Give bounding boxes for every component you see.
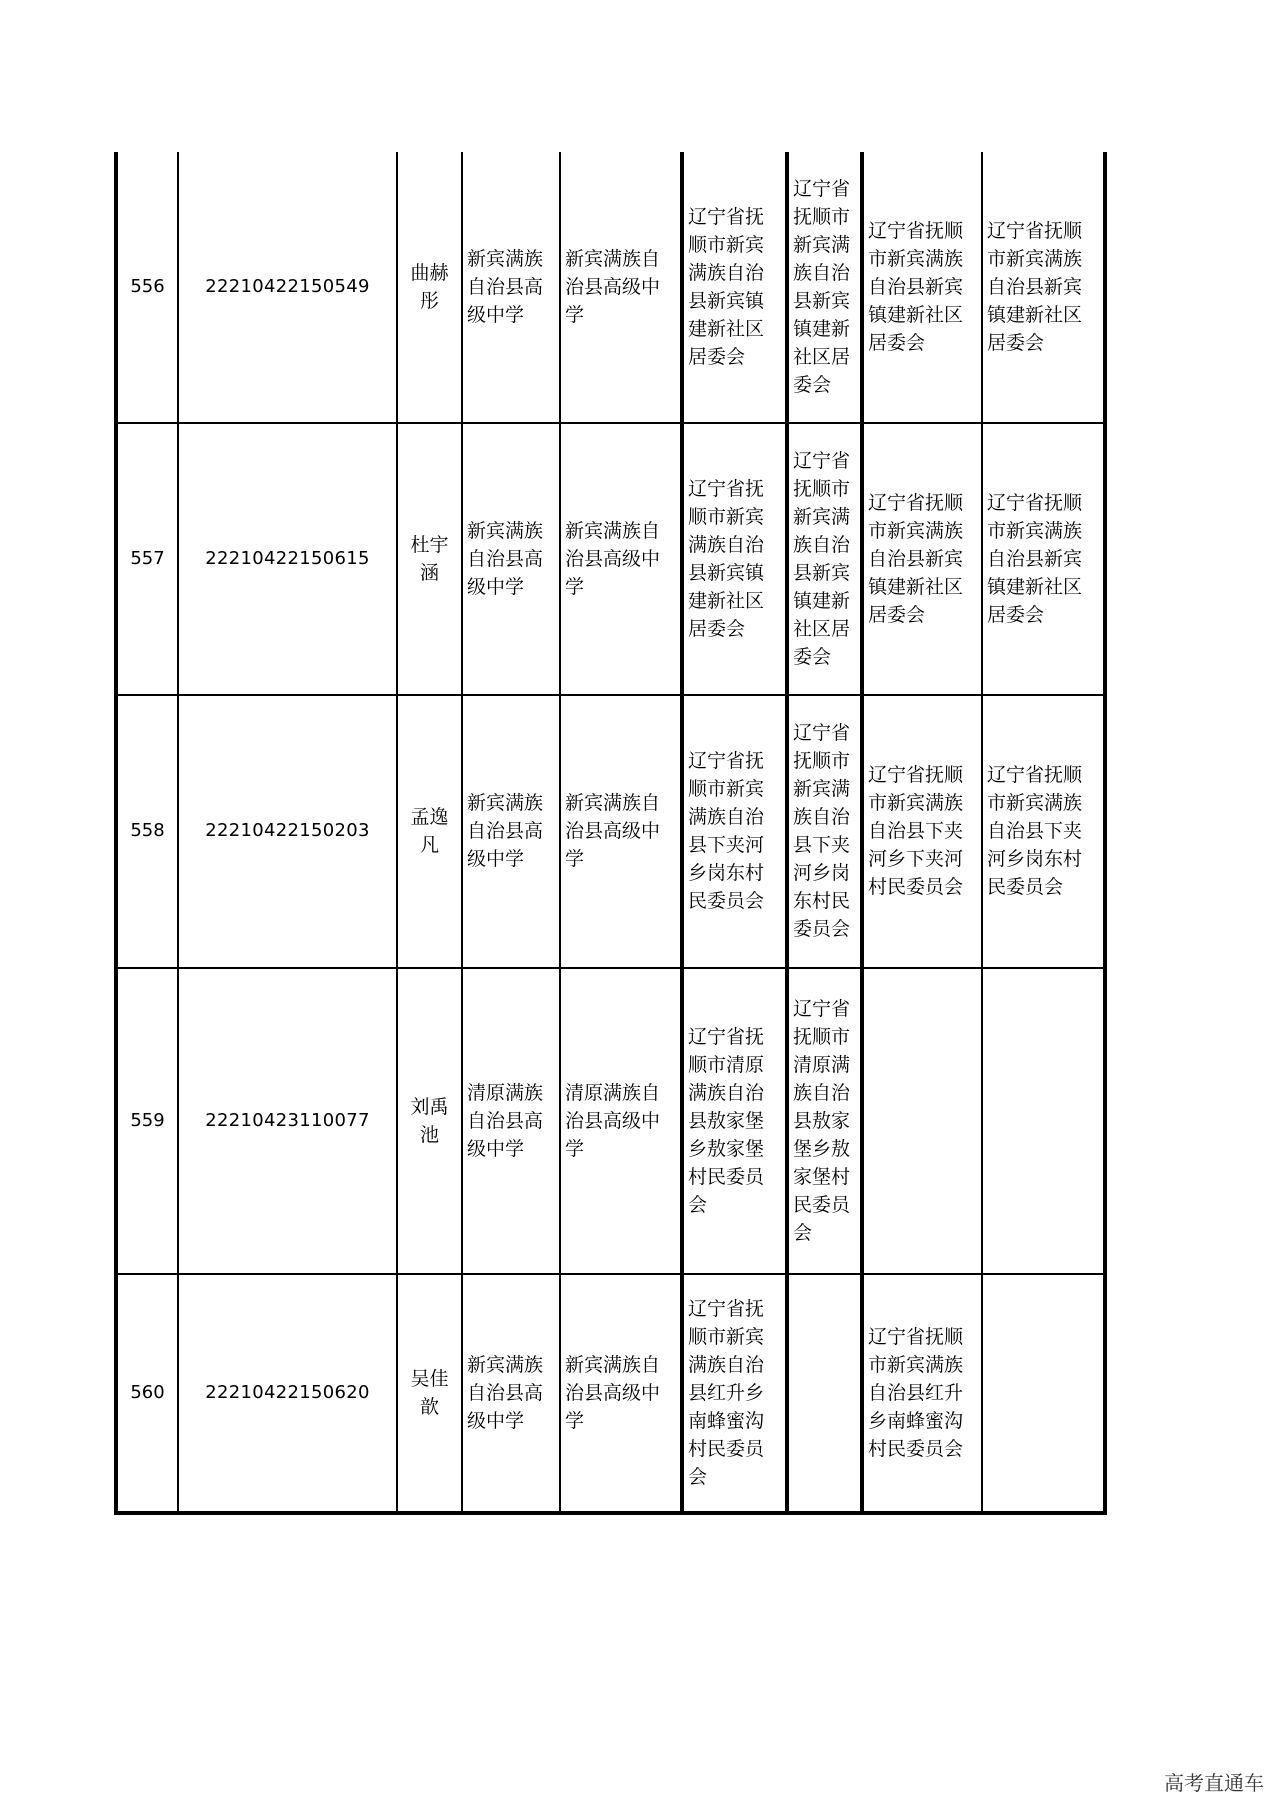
address-3: 辽宁省抚顺市新宾满族自治县新宾镇建新社区居委会 <box>862 423 982 695</box>
student-name: 孟逸凡 <box>397 695 462 967</box>
address-4: 辽宁省抚顺市新宾满族自治县下夹河乡岗东村民委员会 <box>982 695 1103 967</box>
address-2: 辽宁省抚顺市新宾满族自治县下夹河乡岗东村民委员会 <box>787 695 862 967</box>
exam-id: 22210422150620 <box>178 1274 397 1511</box>
row-index: 560 <box>118 1274 178 1511</box>
address-3: 辽宁省抚顺市新宾满族自治县新宾镇建新社区居委会 <box>862 152 982 423</box>
row-index: 558 <box>118 695 178 967</box>
school-name-2: 新宾满族自治县高级中学 <box>560 152 682 423</box>
address-1: 辽宁省抚顺市新宾满族自治县新宾镇建新社区居委会 <box>682 152 787 423</box>
student-name: 杜宇涵 <box>397 423 462 695</box>
school-name: 新宾满族自治县高级中学 <box>462 152 560 423</box>
table-row <box>118 152 1103 423</box>
school-name: 新宾满族自治县高级中学 <box>462 695 560 967</box>
address-1: 辽宁省抚顺市新宾满族自治县红升乡南蜂蜜沟村民委员会 <box>682 1274 787 1511</box>
roster-table <box>118 152 1103 1511</box>
exam-id: 22210423110077 <box>178 968 397 1274</box>
roster-table-container <box>114 152 1107 1515</box>
address-2: 辽宁省抚顺市清原满族自治县敖家堡乡敖家堡村民委员会 <box>787 968 862 1274</box>
address-1: 辽宁省抚顺市新宾满族自治县新宾镇建新社区居委会 <box>682 423 787 695</box>
exam-id: 22210422150615 <box>178 423 397 695</box>
address-3 <box>862 968 982 1274</box>
exam-id: 22210422150549 <box>178 152 397 423</box>
school-name: 新宾满族自治县高级中学 <box>462 1274 560 1511</box>
school-name: 清原满族自治县高级中学 <box>462 968 560 1274</box>
school-name-2: 清原满族自治县高级中学 <box>560 968 682 1274</box>
address-1: 辽宁省抚顺市清原满族自治县敖家堡乡敖家堡村民委员会 <box>682 968 787 1274</box>
address-2 <box>787 1274 862 1511</box>
address-1: 辽宁省抚顺市新宾满族自治县下夹河乡岗东村民委员会 <box>682 695 787 967</box>
table-row <box>118 695 1103 967</box>
student-name: 曲赫彤 <box>397 152 462 423</box>
school-name-2: 新宾满族自治县高级中学 <box>560 423 682 695</box>
school-name: 新宾满族自治县高级中学 <box>462 423 560 695</box>
address-3: 辽宁省抚顺市新宾满族自治县下夹河乡下夹河村民委员会 <box>862 695 982 967</box>
address-4: 辽宁省抚顺市新宾满族自治县新宾镇建新社区居委会 <box>982 152 1103 423</box>
student-name: 刘禹池 <box>397 968 462 1274</box>
address-4: 辽宁省抚顺市新宾满族自治县新宾镇建新社区居委会 <box>982 423 1103 695</box>
school-name-2: 新宾满族自治县高级中学 <box>560 1274 682 1511</box>
address-3: 辽宁省抚顺市新宾满族自治县红升乡南蜂蜜沟村民委员会 <box>862 1274 982 1511</box>
row-index: 557 <box>118 423 178 695</box>
address-2: 辽宁省抚顺市新宾满族自治县新宾镇建新社区居委会 <box>787 152 862 423</box>
table-row <box>118 968 1103 1274</box>
address-2: 辽宁省抚顺市新宾满族自治县新宾镇建新社区居委会 <box>787 423 862 695</box>
exam-id: 22210422150203 <box>178 695 397 967</box>
row-index: 559 <box>118 968 178 1274</box>
school-name-2: 新宾满族自治县高级中学 <box>560 695 682 967</box>
watermark-text: 高考直通车 <box>1164 1771 1264 1795</box>
address-4 <box>982 1274 1103 1511</box>
student-name: 吴佳歆 <box>397 1274 462 1511</box>
table-row <box>118 423 1103 695</box>
address-4 <box>982 968 1103 1274</box>
table-row <box>118 1274 1103 1511</box>
row-index: 556 <box>118 152 178 423</box>
